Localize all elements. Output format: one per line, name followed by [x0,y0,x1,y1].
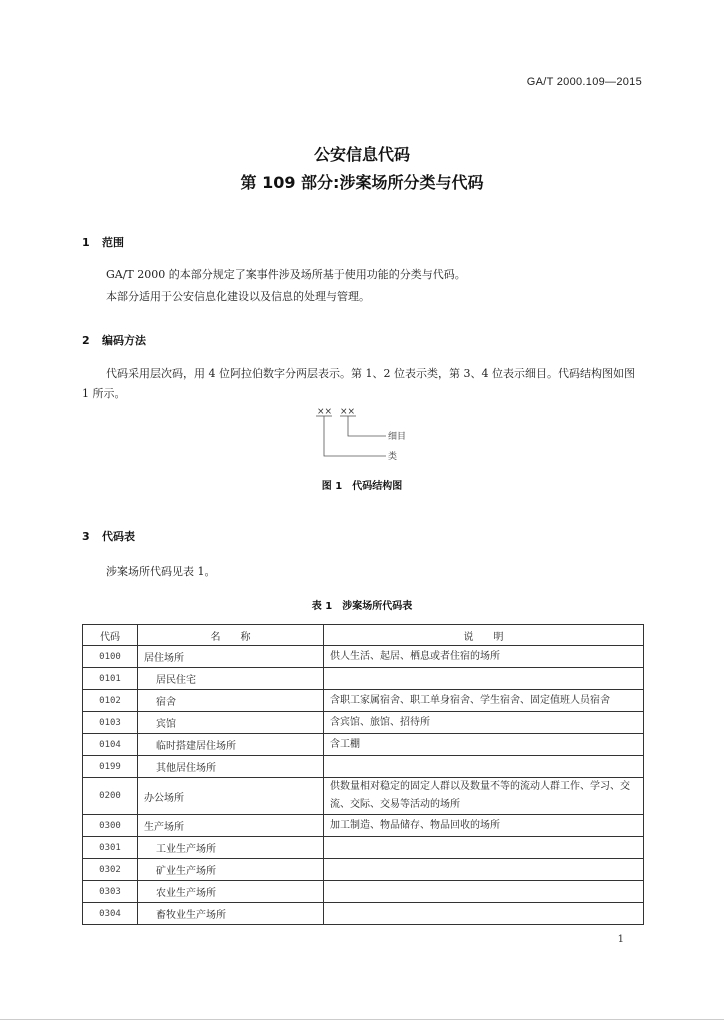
header-name: 名 称 [138,625,324,646]
section-1-paragraph-1: GA/T 2000 的本部分规定了案事件涉及场所基于使用功能的分类与代码。 [106,268,466,281]
section-1-heading [82,234,124,250]
table-row [83,668,644,690]
row-name: 居民住宅 [138,668,324,690]
row-code: 0100 [83,646,138,668]
table-row [83,859,644,881]
standard-code: GA/T 2000.109—2015 [526,76,642,88]
row-name: 生产场所 [138,815,324,837]
row-desc [324,668,644,690]
section-number: 2 [82,334,90,347]
section-title: 范围 [102,236,124,249]
page-number: 1 [617,934,624,945]
code-table [82,624,644,925]
row-code: 0304 [83,903,138,925]
detail-label: 细目 [388,432,407,442]
row-name: 其他居住场所 [138,756,324,778]
row-name: 居住场所 [138,646,324,668]
row-name: 矿业生产场所 [138,859,324,881]
table-caption: 表 1 涉案场所代码表 [311,601,413,612]
table-row [83,646,644,668]
header-desc: 说 明 [324,625,644,646]
table-row [83,881,644,903]
table-row [83,712,644,734]
table-row [83,734,644,756]
table-header-row [83,625,644,646]
table-row [83,837,644,859]
row-code: 0300 [83,815,138,837]
code-structure-diagram [310,404,420,464]
row-desc: 含宾馆、旅馆、招待所 [324,712,644,734]
section-title: 代码表 [102,530,135,543]
row-desc [324,859,644,881]
row-code: 0103 [83,712,138,734]
row-desc [324,903,644,925]
row-code: 0303 [83,881,138,903]
row-name: 农业生产场所 [138,881,324,903]
table-row [83,690,644,712]
section-number: 1 [82,236,90,249]
row-desc [324,881,644,903]
section-2-paragraph-1: 代码采用层次码，用 4 位阿拉伯数字分两层表示。第 1、2 位表示类，第 3、4 位表示细目。代码结构图如图 1 所示。 [82,367,635,400]
row-desc: 含职工家属宿舍、职工单身宿舍、学生宿舍、固定值班人员宿舍 [324,690,644,712]
row-code: 0200 [83,778,138,815]
row-code: 0102 [83,690,138,712]
detail-digits: ×× [340,407,356,417]
class-label: 类 [388,452,398,462]
row-code: 0101 [83,668,138,690]
row-name: 临时搭建居住场所 [138,734,324,756]
row-name: 工业生产场所 [138,837,324,859]
document-subtitle: 第 109 部分:涉案场所分类与代码 [240,173,484,192]
table-row [83,903,644,925]
row-name: 畜牧业生产场所 [138,903,324,925]
row-code: 0302 [83,859,138,881]
row-code: 0104 [83,734,138,756]
row-desc: 供人生活、起居、栖息或者住宿的场所 [324,646,644,668]
table-row [83,778,644,815]
section-2-heading [82,332,146,348]
section-3-heading [82,528,135,544]
row-name: 宾馆 [138,712,324,734]
page-bottom-divider [0,1019,724,1020]
header-code: 代码 [83,625,138,646]
row-desc [324,837,644,859]
table-row [83,815,644,837]
row-name: 宿舍 [138,690,324,712]
row-name: 办公场所 [138,778,324,815]
detail-connector [348,416,386,436]
section-3-paragraph-1: 涉案场所代码见表 1。 [106,565,216,578]
row-desc: 加工制造、物品储存、物品回收的场所 [324,815,644,837]
table-row [83,756,644,778]
class-digits: ×× [317,407,333,417]
section-1-paragraph-2: 本部分适用于公安信息化建设以及信息的处理与管理。 [106,290,370,303]
row-code: 0301 [83,837,138,859]
row-desc [324,756,644,778]
section-number: 3 [82,530,90,543]
row-desc: 含工棚 [324,734,644,756]
row-desc: 供数量相对稳定的固定人群以及数量不等的流动人群工作、学习、交流、交际、交易等活动的场所 [324,778,644,815]
row-code: 0199 [83,756,138,778]
section-title: 编码方法 [102,334,146,347]
document-title: 公安信息代码 [313,145,410,164]
figure-caption: 图 1 代码结构图 [321,481,403,492]
